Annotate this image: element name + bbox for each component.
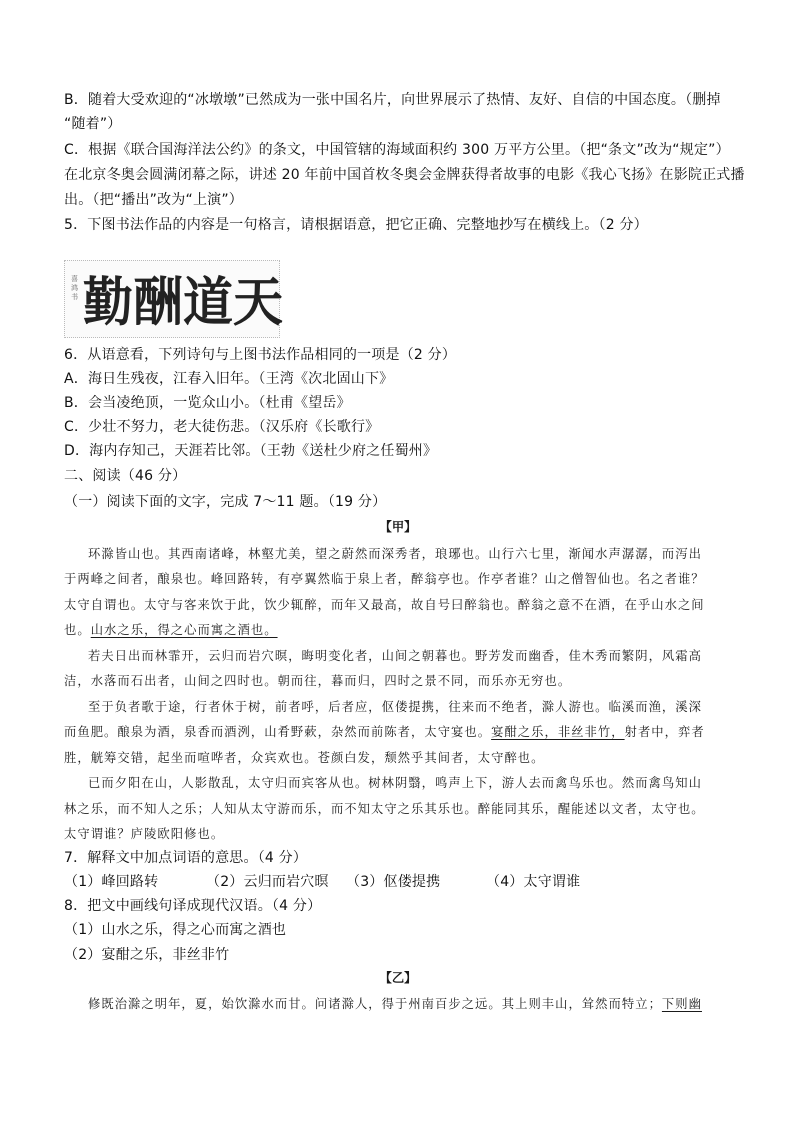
option-b-line1: B．随着大受欢迎的“冰墩墩”已然成为一张中国名片，向世界展示了热情、友好、自信的中国态度。（删掉 <box>64 92 721 108</box>
question-5: 5．下图书法作品的内容是一句格言，请根据语意，把它正确、完整地抄写在横线上。（2 分） <box>64 217 648 233</box>
subsection-heading: （一）阅读下面的文字，完成 7～11 题。（19 分） <box>64 494 387 510</box>
calligraphy-char: 酬 <box>133 270 183 333</box>
jia-p2-line2: 洁，水落而石出者，山间之四时也。朝而往，暮而归，四时之景不同，而乐亦无穷也。 <box>64 674 572 688</box>
question-6: 6．从语意看，下列诗句与上图书法作品相同的一项是（2 分） <box>64 347 457 363</box>
q6-option-c: C．少壮不努力，老大徒伤悲。（汉乐府《长歌行》 <box>64 419 380 435</box>
underlined-sentence-3: 下则幽 <box>661 997 702 1011</box>
q7-items <box>64 872 744 892</box>
question-8: 8．把文中画线句译成现代汉语。（4 分） <box>64 898 322 914</box>
jia-p4-line2: 林之乐，而不知人之乐；人知从太守游而乐，而不知太守之乐其乐也。醉能同其乐，醒能述以文者，太守也。 <box>64 802 705 816</box>
option-c-line3: 出。（把“播出”改为“上演”） <box>64 192 244 208</box>
yi-line1 <box>64 995 732 1013</box>
q7-item: （1）峰回路转 <box>64 874 159 890</box>
q6-option-b: B．会当凌绝顶，一览众山小。（杜甫《望岳》 <box>64 395 351 411</box>
jia-p1-line1: 环滁皆山也。其西南诸峰，林壑尤美，望之蔚然而深秀者，琅琊也。山行六七里，渐闻水声潺潺，而泻出 <box>88 547 702 561</box>
underlined-sentence-1: 山水之乐，得之心而寓之酒也。 <box>90 623 278 637</box>
q7-item: （4）太守谓谁 <box>486 874 581 890</box>
jia-p4-line1: 已而夕阳在山，人影散乱，太守归而宾客从也。树林阴翳，鸣声上下，游人去而禽鸟乐也。然而禽鸟知山 <box>88 776 702 790</box>
jia-p4-line3: 太守谓谁？庐陵欧阳修也。 <box>64 827 225 841</box>
q6-option-a: A．海日生残夜，江春入旧年。（王湾《次北固山下》 <box>64 371 394 387</box>
q7-item: （2）云归而岩穴暝 <box>206 874 329 890</box>
jia-p3-text: 而鱼肥。酿泉为酒，泉香而酒洌，山肴野蔌，杂然而前陈者，太守宴也。 <box>64 725 492 739</box>
calligraphy-char: 天 <box>233 270 283 333</box>
q6-option-d: D．海内存知己，天涯若比邻。（王勃《送杜少府之任蜀州》 <box>64 443 438 459</box>
jia-p3-line1: 至于负者歌于途，行者休于树，前者呼，后者应，伛偻提携，往来而不绝者，滁人游也。临溪而渔，溪深 <box>88 700 702 714</box>
jia-p1-end: 也。 <box>64 623 91 637</box>
calligraphy-char: 勤 <box>83 270 133 333</box>
jia-p1-line2: 于两峰之间者，酿泉也。峰回路转，有亭翼然临于泉上者，醉翁亭也。作亭者谁？山之僧智仙也。名之者谁？ <box>64 572 705 586</box>
option-c-line1: C．根据《联合国海洋法公约》的条文，中国管辖的海域面积约 300 万平方公里。（把“条文”改为“规定”） <box>64 142 730 158</box>
option-c-line2: 在北京冬奥会圆满闭幕之际，讲述 20 年前中国首枚冬奥会金牌获得者故事的电影《我心飞扬》在影院正式播 <box>64 167 745 183</box>
q7-item: （3）伛偻提携 <box>346 874 441 890</box>
jia-p1-line4 <box>64 621 732 639</box>
jia-p1-line3: 太守自谓也。太守与客来饮于此，饮少辄醉，而年又最高，故自号曰醉翁也。醉翁之意不在酒，在乎山水之间 <box>64 598 705 612</box>
jia-p3-line2 <box>64 723 732 741</box>
jia-p2-line1: 若夫日出而林霏开，云归而岩穴暝，晦明变化者，山间之朝暮也。野芳发而幽香，佳木秀而繁阴，风霜高 <box>88 649 702 663</box>
passage-yi-title: 【乙】 <box>379 970 417 985</box>
jia-p3-text-end: 射者中，弈者 <box>624 725 705 739</box>
question-7: 7．解释文中加点词语的意思。（4 分） <box>64 850 308 866</box>
q8-item-1: （1）山水之乐，得之心而寓之酒也 <box>64 922 287 938</box>
calligraphy-image <box>64 260 283 338</box>
section-heading: 二、阅读（46 分） <box>64 468 187 484</box>
yi-text: 修既治滁之明年，夏，始饮滁水而甘。问诸滁人，得于州南百步之远。其上则丰山，耸然而特立； <box>88 997 662 1011</box>
passage-jia-title: 【甲】 <box>379 519 417 534</box>
calligraphy-char: 道 <box>183 270 233 333</box>
jia-p3-line3: 胜，觥筹交错，起坐而喧哗者，众宾欢也。苍颜白发，颓然乎其间者，太守醉也。 <box>64 751 545 765</box>
option-b-line2: “随着”） <box>64 116 122 132</box>
q8-item-2: （2）宴酣之乐，非丝非竹 <box>64 947 230 963</box>
underlined-sentence-2: 宴酣之乐，非丝非竹， <box>491 725 625 739</box>
calligraphy-seal: 喜鸿书 <box>71 275 78 301</box>
